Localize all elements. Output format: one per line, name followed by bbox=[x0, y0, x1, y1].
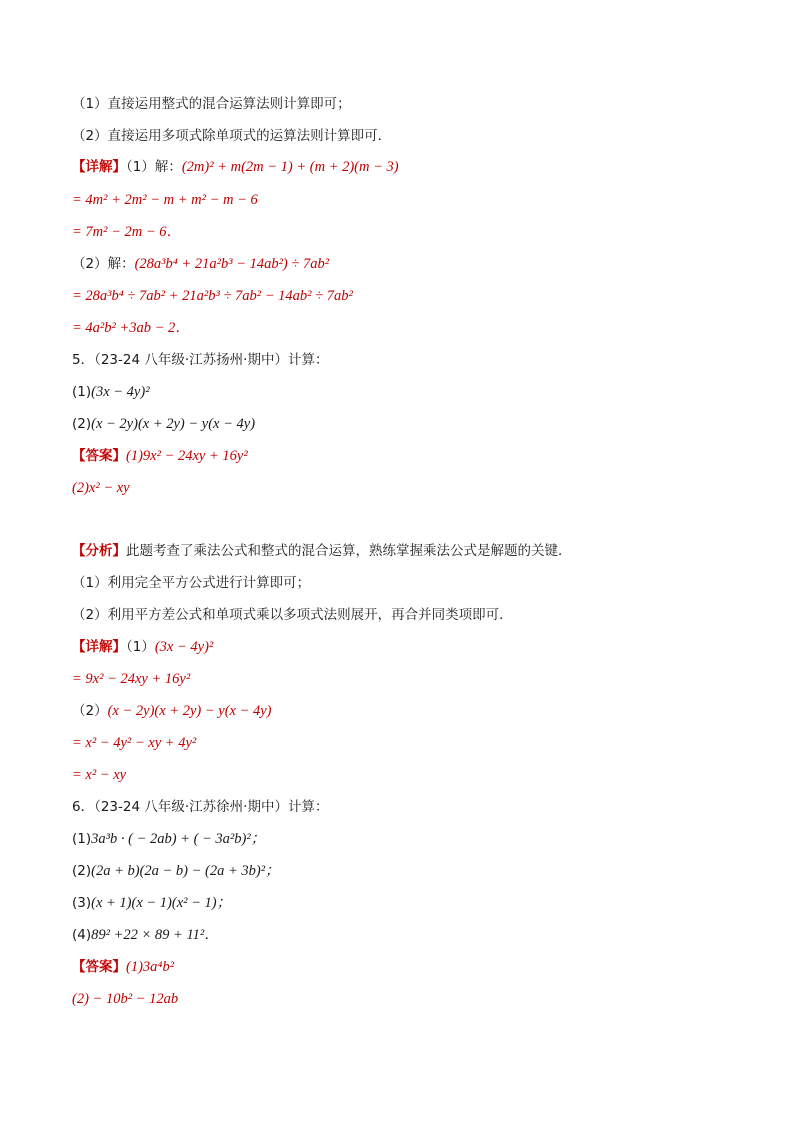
text-line bbox=[72, 191, 258, 209]
math-expression: = 7m² − 2m − 6． bbox=[72, 224, 182, 240]
line-text: （1）解： bbox=[126, 159, 182, 175]
line-text: （2）利用平方差公式和单项式乘以多项式法则展开，再合并同类项即可． bbox=[72, 607, 513, 623]
math-expression: (2m)² + m(2m − 1) + (m + 2)(m − 3) bbox=[181, 159, 399, 175]
math-expression: (x + 1)(x − 1)(x² − 1)； bbox=[91, 895, 232, 911]
math-expression: = x² − 4y² − xy + 4y² bbox=[72, 735, 197, 751]
text-line bbox=[72, 255, 329, 273]
text-line bbox=[72, 542, 572, 560]
line-text: （1）利用完全平方公式进行计算即可； bbox=[72, 575, 311, 591]
line-text: （1）直接运用整式的混合运算法则计算即可； bbox=[72, 96, 351, 112]
line-text: (2) bbox=[72, 863, 92, 879]
section-tag: 【详解】 bbox=[72, 159, 126, 175]
math-expression: (1)3a⁴b² bbox=[126, 959, 175, 975]
section-tag: 【答案】 bbox=[72, 448, 126, 464]
math-expression: (1)9x² − 24xy + 16y² bbox=[126, 448, 248, 464]
text-line bbox=[72, 734, 196, 752]
text-line bbox=[72, 574, 310, 592]
math-expression: = 4m² + 2m² − m + m² − m − 6 bbox=[72, 192, 258, 208]
line-text: (1) bbox=[72, 384, 92, 400]
line-text: (1) bbox=[72, 831, 92, 847]
math-expression: 89² +22 × 89 + 11²． bbox=[91, 927, 219, 943]
text-line bbox=[72, 830, 265, 848]
text-line bbox=[72, 702, 272, 720]
text-line bbox=[72, 95, 351, 113]
line-text: (3) bbox=[72, 895, 92, 911]
section-tag: 【答案】 bbox=[72, 959, 126, 975]
line-text: (4) bbox=[72, 927, 92, 943]
text-line bbox=[72, 798, 328, 816]
line-text: （2）解： bbox=[72, 256, 135, 272]
text-line bbox=[72, 158, 399, 176]
section-tag: 【详解】 bbox=[72, 639, 126, 655]
text-line bbox=[72, 383, 150, 401]
text-line bbox=[72, 127, 391, 145]
text-line bbox=[72, 606, 513, 624]
line-text: 5．（23-24 八年级·江苏扬州·期中）计算： bbox=[72, 352, 329, 368]
line-text: （2）直接运用多项式除单项式的运算法则计算即可． bbox=[72, 128, 392, 144]
text-line bbox=[72, 351, 328, 369]
text-line bbox=[72, 926, 219, 944]
text-line bbox=[72, 319, 190, 337]
text-line bbox=[72, 223, 181, 241]
math-expression: = x² − xy bbox=[72, 767, 127, 783]
text-line bbox=[72, 287, 353, 305]
text-line bbox=[72, 638, 213, 656]
math-expression: (x − 2y)(x + 2y) − y(x − 4y) bbox=[91, 416, 256, 432]
text-line bbox=[72, 990, 178, 1008]
text-line bbox=[72, 447, 248, 465]
math-expression: (3x − 4y)² bbox=[154, 639, 214, 655]
text-line bbox=[72, 958, 174, 976]
math-expression: (2a + b)(2a − b) − (2a + 3b)²； bbox=[91, 863, 280, 879]
math-expression: (28a³b⁴ + 21a²b³ − 14ab²) ÷ 7ab² bbox=[134, 256, 330, 272]
math-expression: (3x − 4y)² bbox=[91, 384, 150, 400]
math-expression: (2) − 10b² − 12ab bbox=[72, 991, 179, 1007]
text-line bbox=[72, 894, 231, 912]
line-text: 6．（23-24 八年级·江苏徐州·期中）计算： bbox=[72, 799, 329, 815]
math-expression: = 28a³b⁴ ÷ 7ab² + 21a²b³ ÷ 7ab² − 14ab² ÷ 7ab² bbox=[72, 288, 353, 304]
math-expression: = 4a²b² +3ab − 2． bbox=[72, 320, 190, 336]
text-line bbox=[72, 670, 190, 688]
math-expression: 3a³b · ( − 2ab) + ( − 3a²b)²； bbox=[91, 831, 266, 847]
text-line bbox=[72, 415, 255, 433]
text-line bbox=[72, 479, 130, 497]
line-text: （2） bbox=[72, 703, 108, 719]
math-expression: (x − 2y)(x + 2y) − y(x − 4y) bbox=[107, 703, 272, 719]
line-text: （1） bbox=[126, 639, 155, 655]
math-expression: = 9x² − 24xy + 16y² bbox=[72, 671, 191, 687]
text-line bbox=[72, 766, 126, 784]
math-expression: (2)x² − xy bbox=[72, 480, 130, 496]
text-line bbox=[72, 862, 280, 880]
line-text: 此题考查了乘法公式和整式的混合运算，熟练掌握乘法公式是解题的关键． bbox=[126, 543, 572, 559]
line-text: (2) bbox=[72, 416, 92, 432]
section-tag: 【分析】 bbox=[72, 543, 126, 559]
